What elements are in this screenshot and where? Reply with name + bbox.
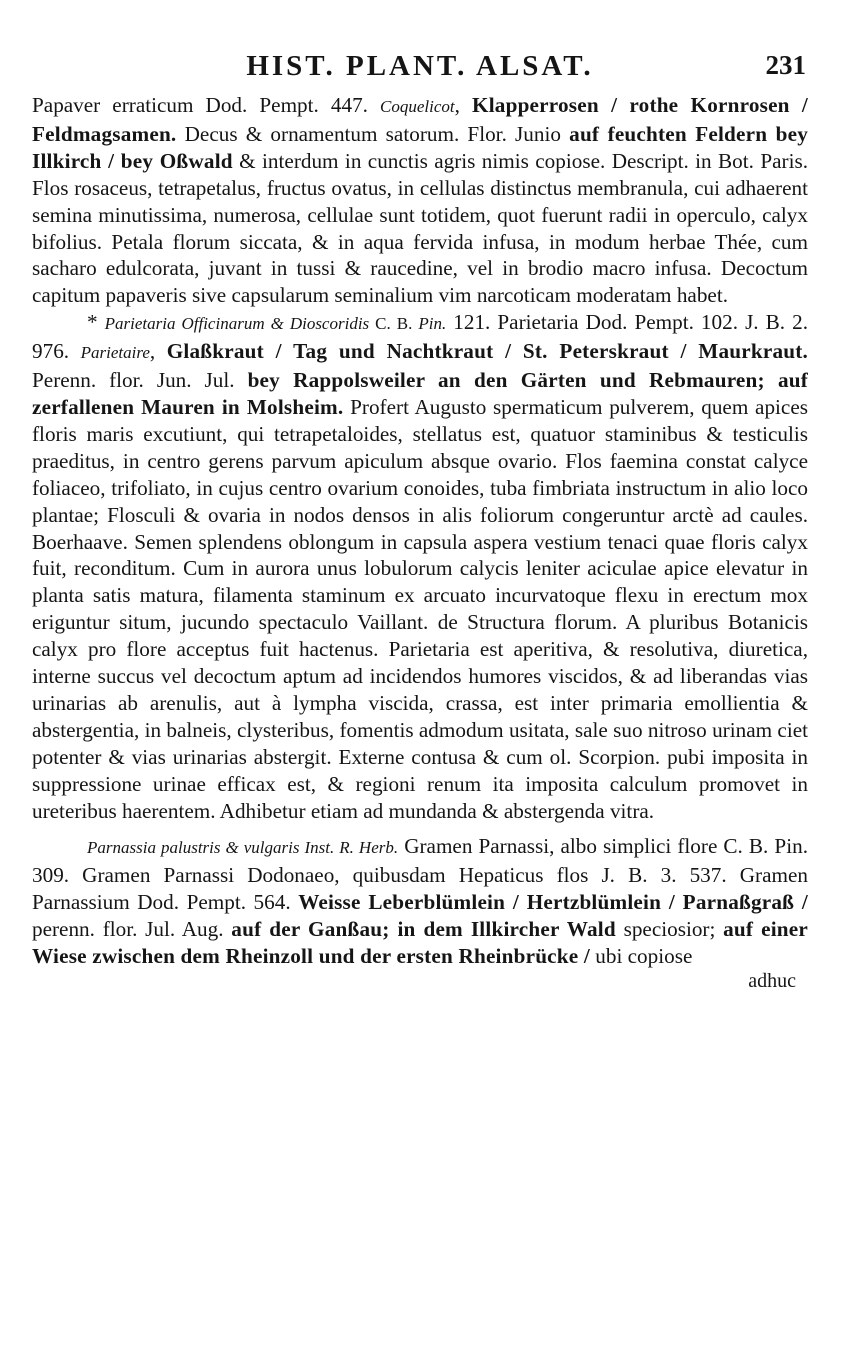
book-page	[32, 44, 808, 993]
text-segment: Decus & ornamentum satorum. Flor. Junio	[176, 121, 570, 146]
text-segment: *	[87, 310, 105, 335]
text-segment: speciosior;	[615, 917, 724, 942]
text-segment: Pin.	[418, 314, 447, 334]
text-segment: ,	[149, 339, 167, 364]
text-segment: & interdum in cunctis agris nimis copiose. Descript. in Bot. Paris. Flos rosaceus, tetrapetalus, fructus ovatus, in cellulas distinctus membranula, cui adhaerent semina minutissima, numerosa, cellulae sunt totidem, quot fuerunt radii in operculo, calyx bifolius. Petala florum siccata, & in aqua fervida infusa, in modum herbae Thée, cum sacharo edulcorata, juvant in tussi & raucedine, vel in brodio macro infusa. Decoctum capitum papaveris sive capsularum seminalium vim narcoticam moderatam habet.	[32, 148, 809, 308]
text-segment: auf einer Wiese zwischen dem Rheinzoll und der ersten Rheinbrücke /	[32, 917, 808, 969]
running-head	[32, 44, 808, 92]
text-segment: Parietaria Officinarum & Dioscoridis	[104, 314, 370, 334]
text-segment: perenn. flor. Jul. Aug.	[32, 917, 232, 942]
entry-papaver	[32, 92, 808, 309]
text-segment: ubi copiose	[589, 944, 693, 969]
body-text	[32, 92, 808, 970]
text-segment: Papaver erraticum Dod. Pempt. 447.	[32, 93, 381, 117]
text-segment: auf feuchten Feldern bey Illkirch / bey Oßwald	[32, 121, 809, 173]
text-segment: Weisse Leberblümlein / Hertzblümlein / Parnaßgraß /	[298, 890, 808, 915]
catchword: adhuc	[748, 970, 796, 992]
text-segment: bey Rappolsweiler an den Gärten und Rebmauren; auf zerfallenen Mauren in Molsheim.	[32, 368, 808, 419]
page-number: 231	[765, 50, 806, 80]
text-segment: Gramen Parnassi, albo simplici flore C. B. Pin. 309. Gramen Parnassi Dodonaeo, quibusdam Hepaticus flos J. B. 3. 537. Gramen Parnassium Dod. Pempt. 564.	[32, 834, 808, 915]
text-segment: Profert Augusto spermaticum pulverem, quem apices floris maris excutiunt, qui tetrapetaloides, stellatus est, quatuor staminibus & testiculis praeditus, in centro gerens parvum apiculum absque ovario. Flos faemina constat calyce foliaceo, trifoliato, in cujus centro ovarium conoides, tuba fimbriata instructum in alio loco plantae; Flosculi & ovaria in nodos densos in alis foliorum congeruntur arctè ad caules. Boerhaave. Semen splendens oblongum in capsula aspera vestium tenaci quae floris calyx fuit, reconditum. Cum in aurora unus lobulorum calycis leniter aciculae apice elevatur in planta satis matura, filamenta staminum ex arcuato incurvatoque flexu in erectum mox eriguntur situm, jucundo spectaculo Vaillant. de Structura florum. A pluribus Botanicis calyx pro flore acceptus fuit hactenus. Parietaria est aperitiva, & resolutiva, diuretica, interne succus vel decoctum aptum ad incidendos humores viscidos, & ad liberandas vias urinarias ab arenulis, aut à lympha viscida, crassa, est inter primaria emollientia & abstergentia, in balneis, clysteribus, fomentis admodum usitata, sale suo nitroso urinam ciet potenter & vias urinarias abstergit. Externe contusa & cum ol. Scorpion. pubi imposita in suppressione urinae efficax est, & regioni renum ita imposita calculum promovet in ureteribus haerentem. Adhibetur etiam ad mundanda & abstergenda vitra.	[32, 394, 808, 823]
text-segment: Glaßkraut / Tag und Nachtkraut / St. Peterskraut / Maurkraut.	[166, 339, 809, 364]
entry-parietaria	[32, 309, 808, 824]
text-segment: Parnassia palustris & vulgaris Inst. R. Herb.	[87, 838, 399, 858]
text-segment: Parietaire	[80, 343, 150, 363]
entry-parnassia	[32, 833, 808, 970]
text-segment: 121. Parietaria Dod. Pempt. 102. J. B. 2. 976.	[32, 310, 809, 364]
text-segment: Coquelicot	[380, 97, 455, 116]
text-segment: C. B.	[369, 314, 419, 334]
text-segment: ,	[454, 93, 473, 117]
text-segment: auf der Ganßau; in dem Illkircher Wald	[231, 917, 616, 942]
text-segment: Klapperrosen / rothe Kornrosen / Feldmagsamen.	[32, 93, 809, 146]
text-segment: Perenn. flor. Jun. Jul.	[32, 368, 248, 393]
running-title: HIST. PLANT. ALSAT.	[246, 50, 594, 82]
